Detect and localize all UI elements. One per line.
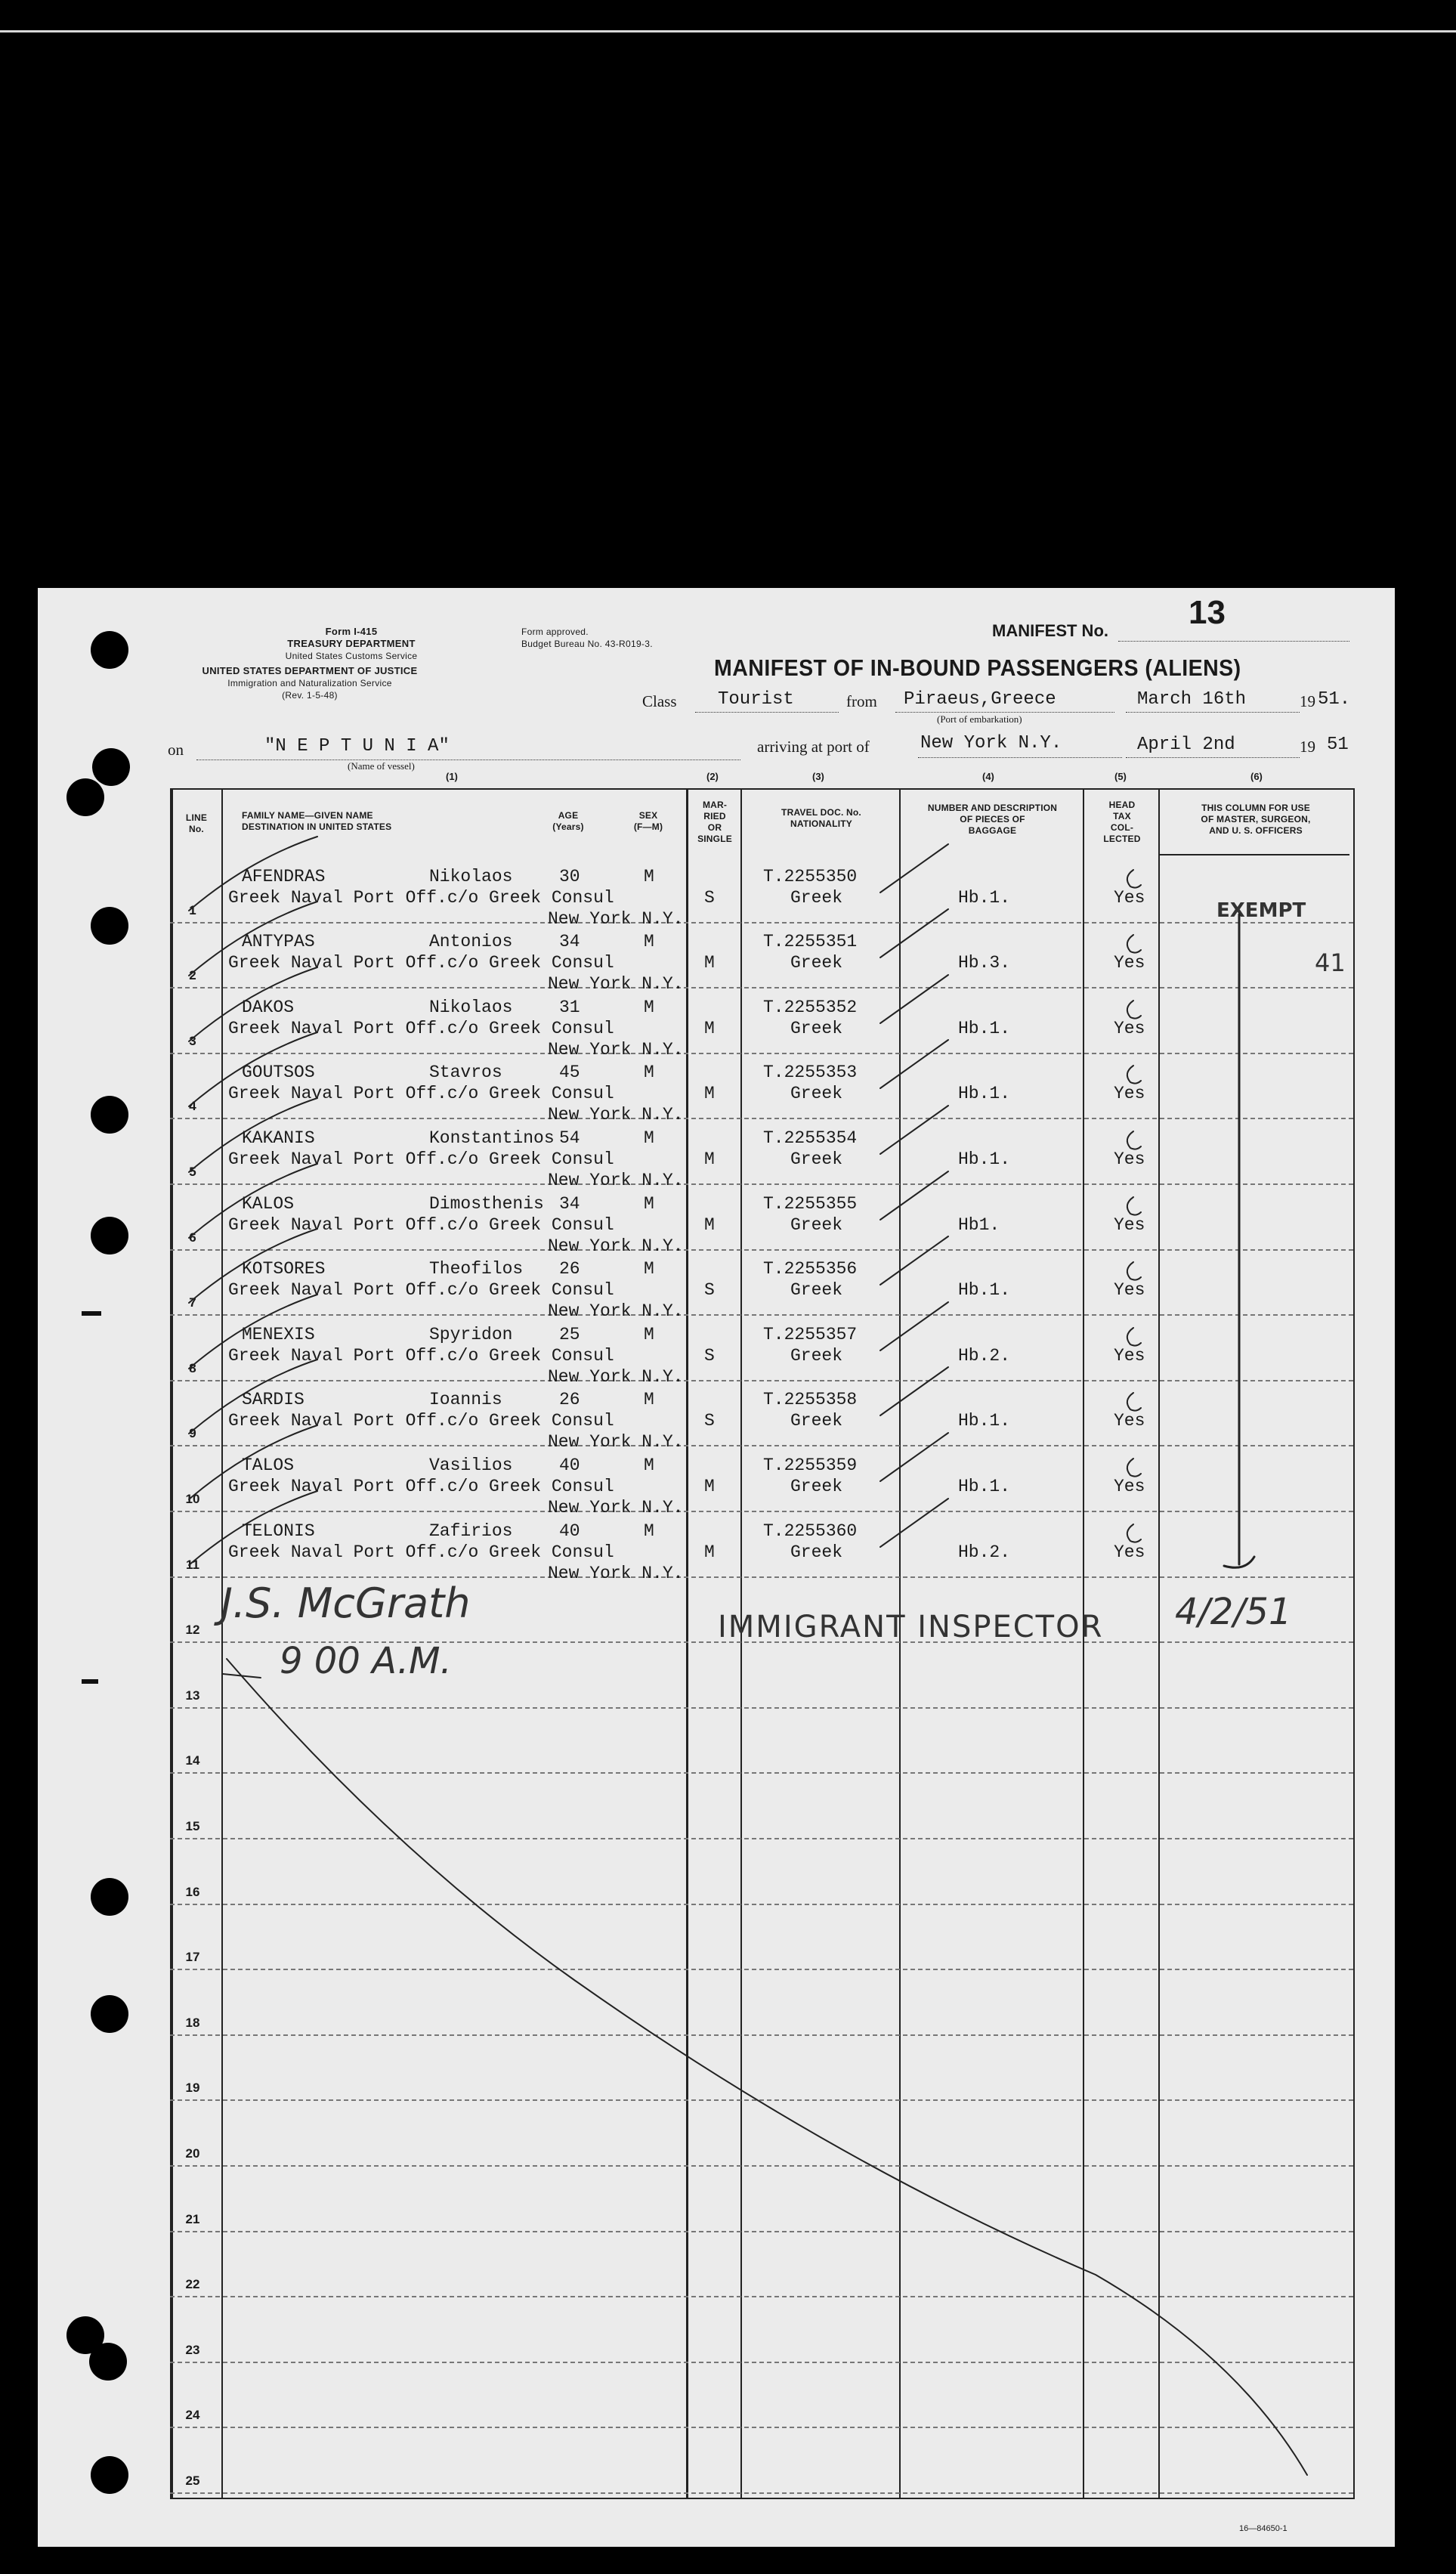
depart-year-prefix: 19	[1300, 692, 1315, 710]
travel-doc-number: T.2255350	[763, 867, 858, 886]
manifest-title: MANIFEST OF IN-BOUND PASSENGERS (ALIENS)	[714, 654, 1241, 681]
passenger-sex: M	[644, 1521, 654, 1541]
line-number: 1	[189, 903, 196, 917]
head-tax-collected: Yes	[1114, 1411, 1145, 1431]
passenger-age: 54	[559, 1128, 580, 1148]
baggage-description: Hb.2.	[958, 1346, 1011, 1366]
column-number: (1)	[446, 771, 458, 782]
arrival-port: New York N.Y.	[920, 733, 1062, 753]
manifest-number: 13	[1189, 594, 1226, 631]
depart-date: March 16th	[1137, 689, 1247, 710]
passenger-age: 34	[559, 1194, 580, 1214]
line-number: 16	[185, 1885, 200, 1899]
header-married: MAR- RIED OR SINGLE	[697, 800, 732, 844]
passenger-sex: M	[644, 1128, 654, 1148]
passenger-nationality: Greek	[790, 1346, 843, 1366]
passenger-city: New York N.Y.	[548, 1105, 684, 1125]
arrival-year: 51	[1327, 735, 1349, 755]
line-number: 13	[185, 1688, 200, 1703]
arrival-date: April 2nd	[1137, 735, 1235, 755]
passenger-family-name: TALOS	[242, 1456, 295, 1475]
travel-doc-number: T.2255351	[763, 932, 858, 951]
from-label: from	[846, 692, 877, 710]
travel-doc-number: T.2255354	[763, 1128, 858, 1148]
passenger-sex: M	[644, 932, 654, 951]
passenger-age: 30	[559, 867, 580, 886]
baggage-description: Hb.1.	[958, 888, 1011, 908]
tax-check-mark	[1127, 935, 1141, 953]
doc-tick-mark	[880, 1367, 948, 1415]
passenger-age: 26	[559, 1390, 580, 1409]
tax-check-mark	[1127, 1262, 1141, 1280]
line-number: 23	[185, 2343, 200, 2357]
passenger-marital-status: M	[704, 1149, 715, 1169]
line-number: 22	[185, 2277, 200, 2291]
baggage-description: Hb.1.	[958, 1411, 1011, 1431]
passenger-city: New York N.Y.	[548, 909, 684, 929]
passenger-nationality: Greek	[790, 1084, 843, 1103]
line-number: 6	[189, 1230, 196, 1245]
doc-tick-mark	[880, 975, 948, 1023]
name-tick-mark	[189, 1229, 317, 1303]
line-number: 20	[185, 2146, 200, 2161]
passenger-family-name: DAKOS	[242, 998, 295, 1017]
tax-check-mark	[1127, 1066, 1141, 1084]
passenger-destination: Greek Naval Port Off.c/o Greek Consul	[228, 1346, 614, 1366]
head-tax-collected: Yes	[1114, 1019, 1145, 1038]
travel-doc-number: T.2255358	[763, 1390, 858, 1409]
name-tick-mark	[189, 1295, 317, 1369]
header-tax: HEAD TAX COL- LECTED	[1103, 800, 1141, 844]
passenger-sex: M	[644, 998, 654, 1017]
passenger-city: New York N.Y.	[548, 1367, 684, 1387]
passenger-family-name: GOUTSOS	[242, 1063, 315, 1082]
doc-tick-mark	[880, 1302, 948, 1350]
inspection-date: 4/2/51	[1175, 1591, 1292, 1633]
passenger-nationality: Greek	[790, 1215, 843, 1235]
baggage-description: Hb.2.	[958, 1542, 1011, 1562]
tax-check-mark	[1127, 870, 1141, 888]
passenger-nationality: Greek	[790, 1542, 843, 1562]
passenger-sex: M	[644, 1325, 654, 1344]
header-travel: TRAVEL DOC. No. NATIONALITY	[781, 807, 861, 829]
passenger-marital-status: S	[704, 1411, 715, 1431]
line-number: 19	[185, 2081, 200, 2095]
passenger-marital-status: M	[704, 1542, 715, 1562]
passenger-marital-status: S	[704, 1280, 715, 1300]
baggage-description: Hb.1.	[958, 1019, 1011, 1038]
passenger-nationality: Greek	[790, 1149, 843, 1169]
line-number: 5	[189, 1165, 196, 1179]
name-tick-mark	[189, 1032, 317, 1106]
passenger-family-name: SARDIS	[242, 1390, 304, 1409]
passenger-given-name: Ioannis	[429, 1390, 502, 1409]
passenger-age: 31	[559, 998, 580, 1017]
line-number: 11	[186, 1558, 199, 1572]
inspection-time: 9 00 A.M.	[280, 1640, 452, 1682]
head-tax-collected: Yes	[1114, 1149, 1145, 1169]
passenger-age: 26	[559, 1259, 580, 1279]
line-number: 25	[185, 2473, 200, 2488]
column-number: (5)	[1114, 771, 1127, 782]
form-agency: UNITED STATES DEPARTMENT OF JUSTICE Immigration and Naturalization Service (Rev. 1-5-48)	[202, 665, 418, 701]
passenger-city: New York N.Y.	[548, 1564, 684, 1583]
passenger-given-name: Spyridon	[429, 1325, 513, 1344]
passenger-sex: M	[644, 1063, 654, 1082]
passenger-city: New York N.Y.	[548, 1432, 684, 1452]
passenger-nationality: Greek	[790, 1019, 843, 1038]
passenger-count: 41	[1315, 948, 1346, 977]
class-label: Class	[642, 692, 677, 710]
column-number: (3)	[812, 771, 824, 782]
travel-doc-number: T.2255353	[763, 1063, 858, 1082]
doc-tick-mark	[880, 1171, 948, 1220]
vessel-caption: (Name of vessel)	[348, 760, 415, 772]
passenger-marital-status: M	[704, 1215, 715, 1235]
passenger-destination: Greek Naval Port Off.c/o Greek Consul	[228, 953, 614, 973]
passenger-destination: Greek Naval Port Off.c/o Greek Consul	[228, 888, 614, 908]
header-officers: THIS COLUMN FOR USE OF MASTER, SURGEON, AND U. S. OFFICERS	[1201, 803, 1311, 836]
baggage-description: Hb.1.	[958, 1280, 1011, 1300]
travel-doc-number: T.2255359	[763, 1456, 858, 1475]
line-number: 3	[189, 1034, 196, 1048]
head-tax-collected: Yes	[1114, 1215, 1145, 1235]
name-tick-mark	[189, 902, 317, 976]
passenger-marital-status: M	[704, 953, 715, 973]
line-number: 4	[189, 1099, 196, 1113]
name-tick-mark	[189, 1491, 317, 1565]
passenger-given-name: Nikolaos	[429, 998, 513, 1017]
passenger-given-name: Dimosthenis	[429, 1194, 544, 1214]
passenger-nationality: Greek	[790, 1477, 843, 1496]
line-number: 14	[185, 1753, 200, 1768]
header-sex: SEX (F—M)	[633, 810, 663, 832]
line-number: 24	[185, 2408, 200, 2422]
passenger-family-name: ANTYPAS	[242, 932, 315, 951]
line-number: 2	[189, 968, 196, 982]
name-tick-mark	[189, 1164, 317, 1238]
line-number: 12	[185, 1623, 200, 1637]
travel-doc-number: T.2255360	[763, 1521, 858, 1541]
port-caption: (Port of embarkation)	[937, 713, 1022, 725]
tax-check-mark	[1127, 1459, 1141, 1477]
on-label: on	[168, 741, 184, 759]
inspector-signature: J.S. McGrath	[221, 1579, 471, 1627]
baggage-description: Hb.3.	[958, 953, 1011, 973]
baggage-description: Hb1.	[958, 1215, 1000, 1235]
passenger-age: 40	[559, 1456, 580, 1475]
manifest-label: MANIFEST No.	[992, 621, 1108, 640]
passenger-destination: Greek Naval Port Off.c/o Greek Consul	[228, 1280, 614, 1300]
passenger-given-name: Nikolaos	[429, 867, 513, 886]
header-baggage: NUMBER AND DESCRIPTION OF PIECES OF BAGGAGE	[927, 803, 1058, 836]
passenger-destination: Greek Naval Port Off.c/o Greek Consul	[228, 1411, 614, 1431]
line-number: 10	[185, 1492, 200, 1506]
head-tax-collected: Yes	[1114, 888, 1145, 908]
doc-tick-mark	[880, 1040, 948, 1088]
line-number: 7	[189, 1295, 196, 1310]
passenger-sex: M	[644, 867, 654, 886]
passenger-marital-status: M	[704, 1019, 715, 1038]
doc-tick-mark	[880, 844, 948, 893]
passenger-nationality: Greek	[790, 1280, 843, 1300]
name-tick-mark	[189, 837, 317, 911]
tax-check-mark	[1127, 1328, 1141, 1346]
passenger-given-name: Vasilios	[429, 1456, 513, 1475]
passenger-city: New York N.Y.	[548, 1236, 684, 1256]
passenger-sex: M	[644, 1390, 654, 1409]
embarkation-port: Piraeus,Greece	[904, 689, 1056, 710]
vessel-name: "N E P T U N I A"	[264, 736, 450, 756]
name-tick-mark	[189, 1098, 317, 1172]
passenger-given-name: Antonios	[429, 932, 513, 951]
travel-doc-number: T.2255357	[763, 1325, 858, 1344]
passenger-destination: Greek Naval Port Off.c/o Greek Consul	[228, 1542, 614, 1562]
passenger-given-name: Konstantinos	[429, 1128, 555, 1148]
passenger-family-name: KOTSORES	[242, 1259, 326, 1279]
doc-tick-mark	[880, 1106, 948, 1154]
passenger-city: New York N.Y.	[548, 1040, 684, 1060]
passenger-family-name: AFENDRAS	[242, 867, 326, 886]
name-tick-mark	[189, 1425, 317, 1499]
passenger-age: 45	[559, 1063, 580, 1082]
line-number: 9	[189, 1426, 196, 1440]
line-number: 8	[189, 1361, 196, 1375]
tax-check-mark	[1127, 1131, 1141, 1149]
tax-check-mark	[1127, 1197, 1141, 1215]
travel-doc-number: T.2255352	[763, 998, 858, 1017]
form-number: 16—84650-1	[1239, 2524, 1288, 2533]
passenger-destination: Greek Naval Port Off.c/o Greek Consul	[228, 1215, 614, 1235]
passenger-nationality: Greek	[790, 953, 843, 973]
passenger-sex: M	[644, 1194, 654, 1214]
passenger-marital-status: S	[704, 1346, 715, 1366]
arrival-year-prefix: 19	[1300, 738, 1315, 756]
head-tax-collected: Yes	[1114, 1346, 1145, 1366]
passenger-age: 25	[559, 1325, 580, 1344]
passenger-city: New York N.Y.	[548, 974, 684, 994]
head-tax-collected: Yes	[1114, 1542, 1145, 1562]
passenger-family-name: KALOS	[242, 1194, 295, 1214]
passenger-marital-status: M	[704, 1084, 715, 1103]
line-number: 18	[185, 2016, 200, 2030]
passenger-sex: M	[644, 1456, 654, 1475]
travel-doc-number: T.2255355	[763, 1194, 858, 1214]
header-age: AGE (Years)	[552, 810, 584, 832]
inspector-title: IMMIGRANT INSPECTOR	[718, 1610, 1104, 1644]
travel-doc-number: T.2255356	[763, 1259, 858, 1279]
arriving-label: arriving at port of	[757, 738, 870, 756]
passenger-city: New York N.Y.	[548, 1301, 684, 1321]
line-number: 21	[185, 2212, 200, 2226]
doc-tick-mark	[880, 1236, 948, 1285]
tax-check-mark	[1127, 1393, 1141, 1411]
head-tax-collected: Yes	[1114, 1084, 1145, 1103]
column-number: (2)	[706, 771, 719, 782]
baggage-description: Hb.1.	[958, 1084, 1011, 1103]
passenger-city: New York N.Y.	[548, 1498, 684, 1517]
passenger-destination: Greek Naval Port Off.c/o Greek Consul	[228, 1477, 614, 1496]
header-name: FAMILY NAME—GIVEN NAME DESTINATION IN UNITED STATES	[242, 810, 392, 832]
head-tax-collected: Yes	[1114, 1280, 1145, 1300]
doc-tick-mark	[880, 1499, 948, 1547]
passenger-nationality: Greek	[790, 1411, 843, 1431]
exempt-stamp: EXEMPT	[1216, 899, 1306, 922]
passenger-given-name: Stavros	[429, 1063, 502, 1082]
head-tax-collected: Yes	[1114, 953, 1145, 973]
passenger-destination: Greek Naval Port Off.c/o Greek Consul	[228, 1149, 614, 1169]
head-tax-collected: Yes	[1114, 1477, 1145, 1496]
passenger-family-name: KAKANIS	[242, 1128, 315, 1148]
passenger-sex: M	[644, 1259, 654, 1279]
line-number: 15	[185, 1819, 200, 1833]
passenger-destination: Greek Naval Port Off.c/o Greek Consul	[228, 1019, 614, 1038]
name-tick-mark	[189, 1360, 317, 1434]
passenger-nationality: Greek	[790, 888, 843, 908]
form-approval: Form approved. Budget Bureau No. 43-R019-3.	[521, 626, 653, 649]
doc-tick-mark	[880, 909, 948, 958]
passenger-city: New York N.Y.	[548, 1171, 684, 1190]
tax-check-mark	[1127, 1001, 1141, 1019]
column-number: (4)	[982, 771, 994, 782]
passenger-marital-status: S	[704, 888, 715, 908]
depart-year: 51.	[1318, 689, 1351, 710]
passenger-given-name: Theofilos	[429, 1259, 524, 1279]
passenger-marital-status: M	[704, 1477, 715, 1496]
passenger-age: 34	[559, 932, 580, 951]
doc-tick-mark	[880, 1433, 948, 1481]
passenger-destination: Greek Naval Port Off.c/o Greek Consul	[228, 1084, 614, 1103]
cancellation-line	[227, 1659, 1307, 2475]
baggage-description: Hb.1.	[958, 1477, 1011, 1496]
passenger-age: 40	[559, 1521, 580, 1541]
class-value: Tourist	[718, 689, 794, 710]
baggage-description: Hb.1.	[958, 1149, 1011, 1169]
form-identity: Form I-415 TREASURY DEPARTMENT United States Customs Service	[285, 626, 418, 661]
header-line-no: LINE No.	[185, 812, 208, 834]
passenger-family-name: MENEXIS	[242, 1325, 315, 1344]
tax-check-mark	[1127, 1524, 1141, 1542]
column-number: (6)	[1250, 771, 1263, 782]
passenger-given-name: Zafirios	[429, 1521, 513, 1541]
passenger-family-name: TELONIS	[242, 1521, 315, 1541]
name-tick-mark	[189, 967, 317, 1041]
line-number: 17	[185, 1950, 200, 1964]
